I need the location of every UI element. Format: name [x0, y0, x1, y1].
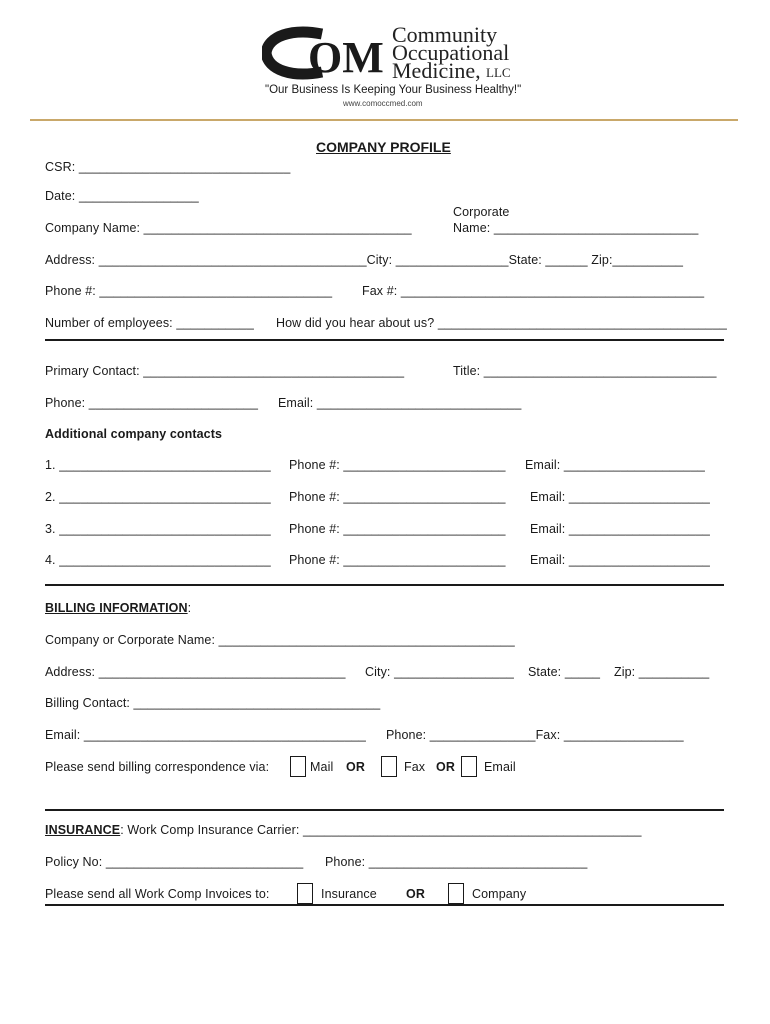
insurance-phone-field[interactable]: Phone: _______________________________ [325, 855, 588, 869]
billing-heading-colon: : [187, 601, 192, 615]
or-text-1: OR [346, 760, 365, 774]
billing-contact-field[interactable]: Billing Contact: ___________________________________ [45, 696, 381, 710]
billing-phone-fax-field[interactable]: Phone: _______________Fax: _________________ [386, 728, 684, 742]
contact-2-name[interactable]: 2. ______________________________ [45, 490, 271, 504]
page-title: COMPANY PROFILE [316, 139, 451, 155]
hear-about-field[interactable]: How did you hear about us? _________________________________________ [276, 316, 727, 330]
address-field[interactable]: Address: ______________________________________City: ________________State: ______ Zip:__________ [45, 253, 684, 267]
section-divider-3 [45, 809, 724, 811]
mail-option-label: Mail [310, 760, 334, 774]
brand-line-3: Medicine, [392, 58, 481, 83]
svg-text:OM: OM [308, 33, 384, 80]
section-divider-2 [45, 584, 724, 586]
billing-email-field[interactable]: Email: ________________________________________ [45, 728, 366, 742]
contact-1-phone[interactable]: Phone #: _______________________ [289, 458, 506, 472]
billing-state-field[interactable]: State: _____ [528, 665, 601, 679]
primary-contact-field[interactable]: Primary Contact: _____________________________________ [45, 364, 405, 378]
tagline: "Our Business Is Keeping Your Business Healthy!" [265, 84, 522, 96]
contact-4-email[interactable]: Email: ____________________ [530, 553, 710, 567]
contact-4-name[interactable]: 4. ______________________________ [45, 553, 271, 567]
billing-address-field[interactable]: Address: ___________________________________ [45, 665, 346, 679]
fax-field[interactable]: Fax #: ___________________________________________ [362, 284, 705, 298]
or-text-2: OR [436, 760, 455, 774]
contact-2-email[interactable]: Email: ____________________ [530, 490, 710, 504]
billing-corp-name-field[interactable]: Company or Corporate Name: __________________________________________ [45, 633, 515, 647]
title-field[interactable]: Title: _________________________________ [453, 364, 717, 378]
section-divider-1 [45, 339, 724, 341]
billing-heading [45, 601, 191, 615]
section-divider-4 [45, 904, 724, 906]
header-divider [30, 119, 738, 121]
contact-phone-field[interactable]: Phone: ________________________ [45, 396, 259, 410]
contact-2-phone[interactable]: Phone #: _______________________ [289, 490, 506, 504]
insurance-checkbox[interactable] [297, 883, 313, 904]
com-logo-mark [262, 26, 390, 80]
billing-send-via-label: Please send billing correspondence via: [45, 760, 270, 774]
policy-number-field[interactable]: Policy No: ____________________________ [45, 855, 304, 869]
contact-3-email[interactable]: Email: ____________________ [530, 522, 710, 536]
contact-1-email[interactable]: Email: ____________________ [525, 458, 705, 472]
contact-3-phone[interactable]: Phone #: _______________________ [289, 522, 506, 536]
contact-3-name[interactable]: 3. ______________________________ [45, 522, 271, 536]
brand-line-1: Community [392, 22, 498, 47]
or-text-3: OR [406, 887, 425, 901]
billing-heading-text: BILLING INFORMATION [45, 601, 188, 615]
phone-field[interactable]: Phone #: _________________________________ [45, 284, 333, 298]
contact-4-phone[interactable]: Phone #: _______________________ [289, 553, 506, 567]
mail-checkbox[interactable] [290, 756, 306, 777]
company-option-label: Company [472, 887, 527, 901]
billing-city-field[interactable]: City: _________________ [365, 665, 514, 679]
csr-field[interactable]: CSR: ______________________________ [45, 160, 291, 174]
insurance-heading: INSURANCE [45, 823, 121, 837]
email-option-label: Email [484, 760, 516, 774]
company-name-field[interactable]: Company Name: ______________________________________ [45, 221, 412, 235]
additional-contacts-heading: Additional company contacts [45, 427, 223, 441]
insurance-carrier-row[interactable] [45, 823, 642, 837]
contact-1-name[interactable]: 1. ______________________________ [45, 458, 271, 472]
website: www.comoccmed.com [343, 99, 423, 108]
contact-email-field[interactable]: Email: _____________________________ [278, 396, 522, 410]
email-checkbox[interactable] [461, 756, 477, 777]
corporate-name-field[interactable]: Name: _____________________________ [453, 221, 699, 235]
brand-llc: LLC [486, 65, 511, 80]
fax-checkbox[interactable] [381, 756, 397, 777]
insurance-option-label: Insurance [321, 887, 377, 901]
billing-zip-field[interactable]: Zip: __________ [614, 665, 710, 679]
insurance-carrier-field[interactable]: : Work Comp Insurance Carrier: ________________________________________________ [120, 823, 642, 837]
employees-field[interactable]: Number of employees: ___________ [45, 316, 254, 330]
corporate-label: Corporate [453, 205, 510, 219]
send-invoices-label: Please send all Work Comp Invoices to: [45, 887, 270, 901]
company-checkbox[interactable] [448, 883, 464, 904]
fax-option-label: Fax [404, 760, 426, 774]
date-field[interactable]: Date: _________________ [45, 189, 199, 203]
brand-line-2: Occupational [392, 40, 510, 65]
